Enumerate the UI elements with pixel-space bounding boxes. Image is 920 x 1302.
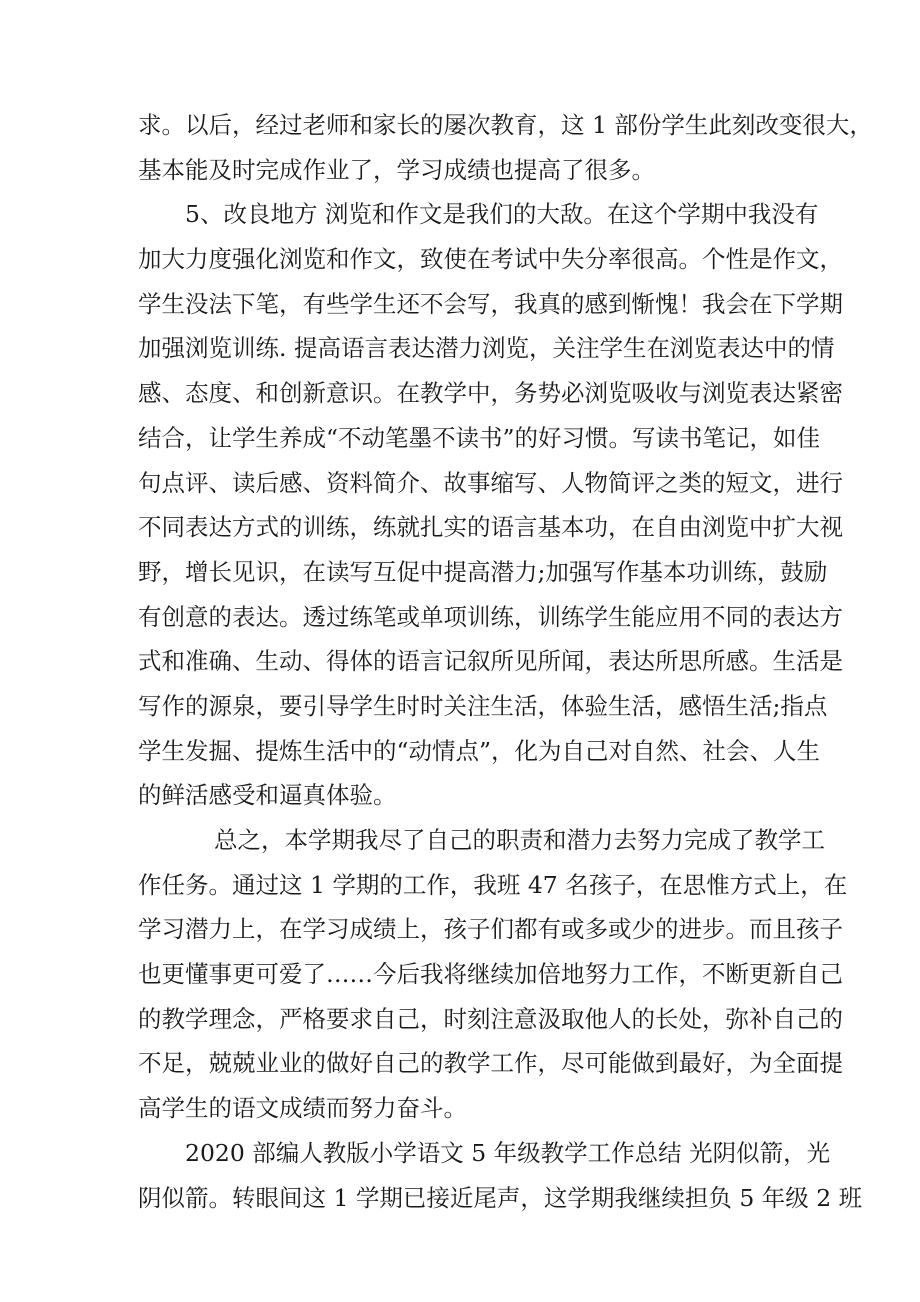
- text-line: 基本能及时完成作业了，学习成绩也提高了很多。: [138, 155, 655, 184]
- text-line: 加大力度强化浏览和作文，致使在考试中失分率很高。个性是作文，: [138, 245, 843, 274]
- text-line: 5、改良地方 浏览和作文是我们的大敌。在这个学期中我没有: [185, 200, 819, 229]
- paragraph-3: [138, 818, 848, 1131]
- text-line: 有创意的表达。透过练笔或单项训练，训练学生能应用不同的表达方: [138, 602, 843, 631]
- text-line: 写作的源泉，要引导学生时时关注生活，体验生活，感悟生活;指点: [138, 691, 828, 720]
- text-line: 的鲜活感受和逼真体验。: [138, 781, 397, 810]
- document-body: [138, 103, 873, 1220]
- text-line: 野，增长见识，在读写互促中提高潜力;加强写作基本功训练，鼓励: [138, 557, 828, 586]
- text-line: 学习潜力上，在学习成绩上，孩子们都有或多或少的进步。而且孩子: [138, 915, 843, 944]
- text-line: 结合，让学生养成“不动笔墨不读书”的好习惯。写读书笔记，如佳: [138, 423, 821, 452]
- text-line: 作任务。通过这 1 学期的工作，我班 47 名孩子，在思惟方式上，在: [138, 870, 848, 899]
- text-line: 高学生的语文成绩而努力奋斗。: [138, 1094, 467, 1123]
- paragraph-2: [138, 192, 843, 818]
- text-line: 2020 部编人教版小学语文 5 年级教学工作总结 光阴似箭，光: [185, 1138, 831, 1167]
- text-line: 总之，本学期我尽了自己的职责和潜力去努力完成了教学工: [214, 826, 825, 854]
- text-line: 求。以后，经过老师和家长的屡次教育，这 1 部份学生此刻改变很大，: [138, 111, 873, 139]
- paragraph-4: [138, 1131, 863, 1220]
- text-line: 不同表达方式的训练，练就扎实的语言基本功，在自由浏览中扩大视: [138, 513, 843, 542]
- text-line: 加强浏览训练. 提高语言表达潜力浏览，关注学生在浏览表达中的情: [138, 334, 835, 363]
- text-line: 学生没法下笔，有些学生还不会写，我真的感到惭愧！我会在下学期: [138, 289, 843, 318]
- text-line: 也更懂事更可爱了……今后我将继续加倍地努力工作，不断更新自己: [138, 960, 843, 989]
- text-line: 式和准确、生动、得体的语言记叙所见所闻，表达所思所感。生活是: [138, 647, 843, 676]
- text-line: 阴似箭。转眼间这 1 学期已接近尾声，这学期我继续担负 5 年级 2 班: [138, 1183, 863, 1212]
- text-line: 感、态度、和创新意识。在教学中，务势必浏览吸收与浏览表达紧密: [138, 379, 843, 408]
- paragraph-1: [138, 103, 873, 192]
- text-line: 句点评、读后感、资料简介、故事缩写、人物简评之类的短文，进行: [138, 468, 843, 497]
- text-line: 的教学理念，严格要求自己，时刻注意汲取他人的长处，弥补自己的: [138, 1004, 843, 1033]
- text-line: 学生发掘、提炼生活中的“动情点”，化为自己对自然、社会、人生: [138, 736, 821, 765]
- text-line: 不足，兢兢业业的做好自己的教学工作，尽可能做到最好，为全面提: [138, 1049, 843, 1078]
